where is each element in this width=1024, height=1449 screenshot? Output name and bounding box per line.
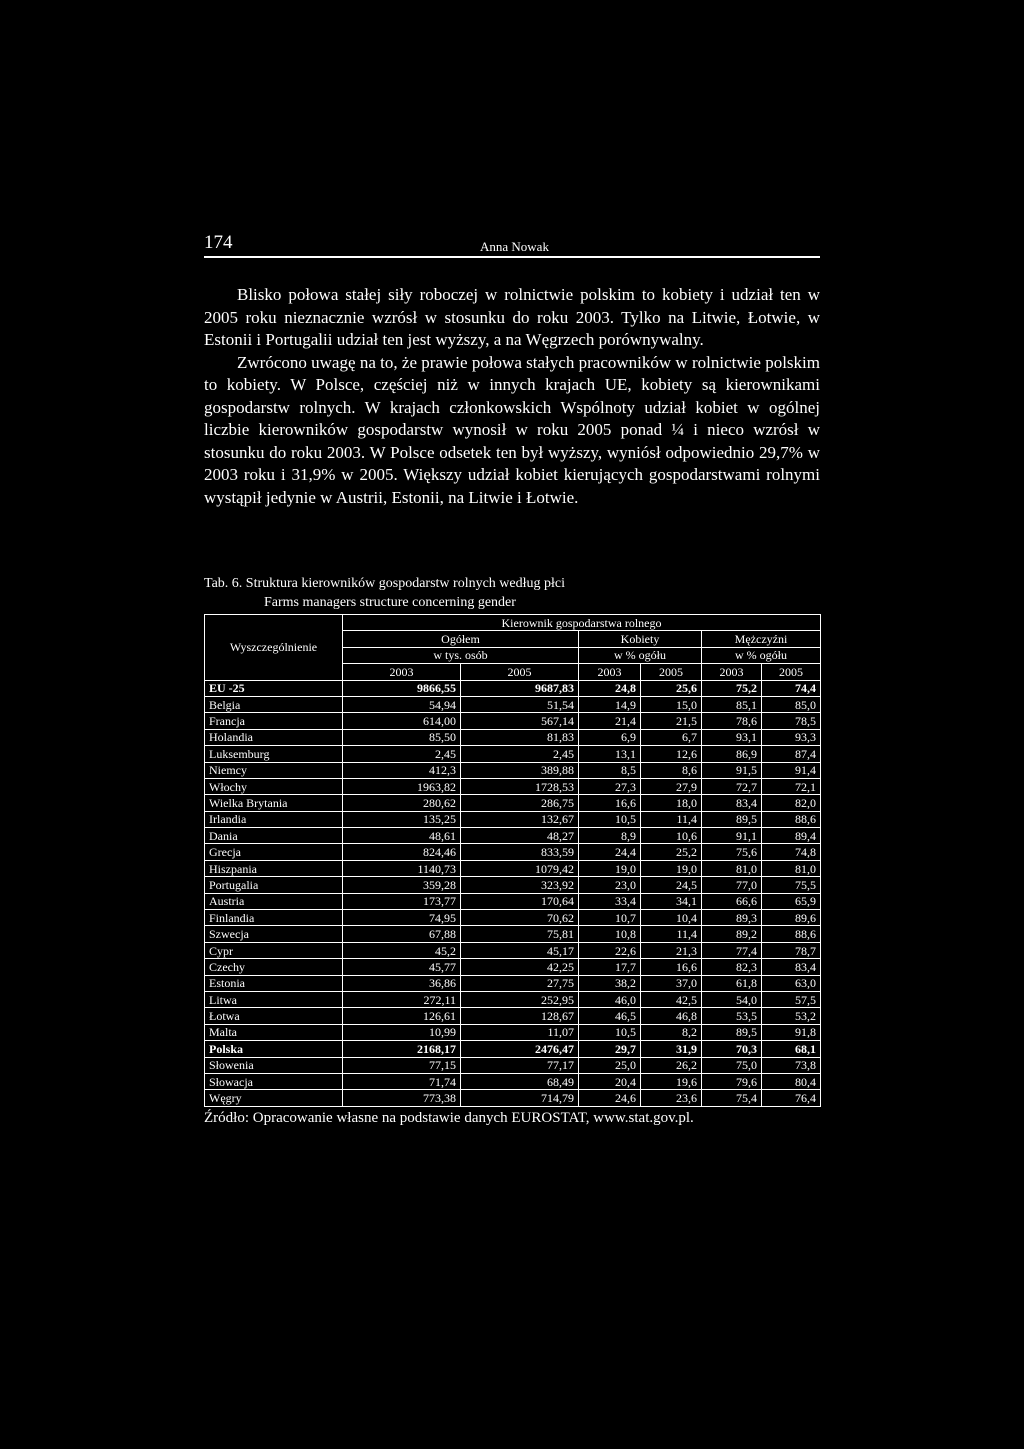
value-cell: 173,77 <box>343 893 461 909</box>
value-cell: 170,64 <box>461 893 579 909</box>
country-cell: Litwa <box>205 991 343 1007</box>
value-cell: 11,4 <box>641 811 702 827</box>
value-cell: 22,6 <box>579 942 641 958</box>
value-cell: 89,5 <box>702 1024 762 1040</box>
value-cell: 17,7 <box>579 959 641 975</box>
value-cell: 53,5 <box>702 1008 762 1024</box>
table-row <box>205 975 821 991</box>
value-cell: 24,4 <box>579 844 641 860</box>
value-cell: 80,4 <box>762 1073 821 1089</box>
value-cell: 19,0 <box>579 860 641 876</box>
table-row <box>205 729 821 745</box>
value-cell: 37,0 <box>641 975 702 991</box>
table-row <box>205 910 821 926</box>
value-cell: 11,07 <box>461 1024 579 1040</box>
country-cell: Słowacja <box>205 1073 343 1089</box>
country-cell: Irlandia <box>205 811 343 827</box>
value-cell: 76,4 <box>762 1090 821 1106</box>
table-caption <box>204 574 565 612</box>
country-cell: Holandia <box>205 729 343 745</box>
value-cell: 27,75 <box>461 975 579 991</box>
value-cell: 67,88 <box>343 926 461 942</box>
value-cell: 25,6 <box>641 680 702 696</box>
value-cell: 389,88 <box>461 762 579 778</box>
value-cell: 42,5 <box>641 991 702 1007</box>
year-header: 2003 <box>343 664 461 680</box>
country-cell: Polska <box>205 1041 343 1057</box>
value-cell: 75,0 <box>702 1057 762 1073</box>
value-cell: 83,4 <box>762 959 821 975</box>
value-cell: 89,6 <box>762 910 821 926</box>
value-cell: 13,1 <box>579 746 641 762</box>
value-cell: 83,4 <box>702 795 762 811</box>
value-cell: 19,6 <box>641 1073 702 1089</box>
value-cell: 88,6 <box>762 926 821 942</box>
value-cell: 272,11 <box>343 991 461 1007</box>
value-cell: 75,2 <box>702 680 762 696</box>
value-cell: 23,0 <box>579 877 641 893</box>
value-cell: 70,3 <box>702 1041 762 1057</box>
value-cell: 89,5 <box>702 811 762 827</box>
table-row <box>205 926 821 942</box>
body-text <box>204 284 820 509</box>
country-cell: Grecja <box>205 844 343 860</box>
value-cell: 88,6 <box>762 811 821 827</box>
table-body <box>205 680 821 1106</box>
value-cell: 614,00 <box>343 713 461 729</box>
value-cell: 66,6 <box>702 893 762 909</box>
value-cell: 14,9 <box>579 696 641 712</box>
table-row <box>205 844 821 860</box>
value-cell: 75,6 <box>702 844 762 860</box>
value-cell: 21,3 <box>641 942 702 958</box>
table-row <box>205 1073 821 1089</box>
source-note: Źródło: Opracowanie własne na podstawie danych EUROSTAT, www.stat.gov.pl. <box>204 1110 694 1126</box>
value-cell: 16,6 <box>641 959 702 975</box>
year-header: 2005 <box>461 664 579 680</box>
value-cell: 19,0 <box>641 860 702 876</box>
value-cell: 81,0 <box>762 860 821 876</box>
value-cell: 16,6 <box>579 795 641 811</box>
value-cell: 359,28 <box>343 877 461 893</box>
value-cell: 65,9 <box>762 893 821 909</box>
value-cell: 26,2 <box>641 1057 702 1073</box>
value-cell: 10,5 <box>579 811 641 827</box>
data-table <box>204 614 821 1107</box>
value-cell: 89,2 <box>702 926 762 942</box>
value-cell: 8,9 <box>579 828 641 844</box>
value-cell: 75,5 <box>762 877 821 893</box>
value-cell: 2,45 <box>343 746 461 762</box>
paragraph: Zwrócono uwagę na to, że prawie połowa stałych pracowników w rolnictwie polskim to kobiety. W Polsce, częściej niż w innych krajach UE, kobiety są kierownikami gospodarstw rolnych. W krajach członkowskich Wspólnoty udział kobiet w ogólnej liczbie kierowników gospodarstw wynosił w roku 2005 ponad ¼ i nieco wzrósł w stosunku do roku 2003. W Polsce odsetek ten był wyższy, wyniósł odpowiednio 29,7% w 2003 roku i 31,9% w 2005. Większy udział kobiet kierujących gospodarstwami rolnymi wystąpił jedynie w Austrii, Estonii, na Litwie i Łotwie. <box>204 352 820 507</box>
value-cell: 10,8 <box>579 926 641 942</box>
value-cell: 714,79 <box>461 1090 579 1106</box>
value-cell: 286,75 <box>461 795 579 811</box>
value-cell: 42,25 <box>461 959 579 975</box>
country-cell: Malta <box>205 1024 343 1040</box>
country-cell: Węgry <box>205 1090 343 1106</box>
value-cell: 25,0 <box>579 1057 641 1073</box>
running-head: Anna Nowak <box>480 239 549 254</box>
table-row <box>205 959 821 975</box>
value-cell: 81,83 <box>461 729 579 745</box>
value-cell: 135,25 <box>343 811 461 827</box>
value-cell: 73,8 <box>762 1057 821 1073</box>
country-cell: Czechy <box>205 959 343 975</box>
unit-header: w % ogółu <box>702 647 821 663</box>
value-cell: 89,3 <box>702 910 762 926</box>
value-cell: 31,9 <box>641 1041 702 1057</box>
value-cell: 54,0 <box>702 991 762 1007</box>
paragraph: Blisko połowa stałej siły roboczej w rolnictwie polskim to kobiety i udział ten w 2005 roku nieznacznie wzrósł w stosunku do roku 2003. Tylko na Litwie, Łotwie, w Estonii i Portugalii udział ten jest wyższy, a na Węgrzech porównywalny. <box>204 285 820 349</box>
value-cell: 75,4 <box>702 1090 762 1106</box>
value-cell: 8,6 <box>641 762 702 778</box>
value-cell: 63,0 <box>762 975 821 991</box>
value-cell: 33,4 <box>579 893 641 909</box>
table-row <box>205 746 821 762</box>
subgroup-header: Ogółem <box>343 631 579 647</box>
value-cell: 51,54 <box>461 696 579 712</box>
value-cell: 46,8 <box>641 1008 702 1024</box>
subgroup-header: Mężczyźni <box>702 631 821 647</box>
value-cell: 45,2 <box>343 942 461 958</box>
value-cell: 72,7 <box>702 778 762 794</box>
value-cell: 78,5 <box>762 713 821 729</box>
year-header: 2003 <box>579 664 641 680</box>
value-cell: 9866,55 <box>343 680 461 696</box>
value-cell: 46,0 <box>579 991 641 1007</box>
value-cell: 72,1 <box>762 778 821 794</box>
value-cell: 77,17 <box>461 1057 579 1073</box>
table-row <box>205 778 821 794</box>
row-header: Wyszczególnienie <box>205 615 343 681</box>
value-cell: 8,2 <box>641 1024 702 1040</box>
table-row <box>205 762 821 778</box>
value-cell: 11,4 <box>641 926 702 942</box>
value-cell: 45,77 <box>343 959 461 975</box>
value-cell: 93,1 <box>702 729 762 745</box>
country-cell: Belgia <box>205 696 343 712</box>
value-cell: 85,0 <box>762 696 821 712</box>
value-cell: 29,7 <box>579 1041 641 1057</box>
value-cell: 21,4 <box>579 713 641 729</box>
country-cell: Portugalia <box>205 877 343 893</box>
table-subtitle: Farms managers structure concerning gender <box>264 595 516 610</box>
table-row <box>205 991 821 1007</box>
country-cell: Finlandia <box>205 910 343 926</box>
country-cell: Wielka Brytania <box>205 795 343 811</box>
value-cell: 128,67 <box>461 1008 579 1024</box>
value-cell: 824,46 <box>343 844 461 860</box>
page-number: 174 <box>204 232 233 253</box>
value-cell: 24,5 <box>641 877 702 893</box>
value-cell: 132,67 <box>461 811 579 827</box>
value-cell: 18,0 <box>641 795 702 811</box>
value-cell: 9687,83 <box>461 680 579 696</box>
table-row <box>205 1057 821 1073</box>
value-cell: 77,4 <box>702 942 762 958</box>
value-cell: 75,81 <box>461 926 579 942</box>
country-cell: Słowenia <box>205 1057 343 1073</box>
country-cell: Luksemburg <box>205 746 343 762</box>
table-row <box>205 1090 821 1106</box>
value-cell: 27,9 <box>641 778 702 794</box>
value-cell: 36,86 <box>343 975 461 991</box>
value-cell: 27,3 <box>579 778 641 794</box>
value-cell: 6,9 <box>579 729 641 745</box>
country-cell: Estonia <box>205 975 343 991</box>
country-cell: Łotwa <box>205 1008 343 1024</box>
value-cell: 45,17 <box>461 942 579 958</box>
country-cell: Szwecja <box>205 926 343 942</box>
value-cell: 2476,47 <box>461 1041 579 1057</box>
table-row <box>205 860 821 876</box>
table-row <box>205 1008 821 1024</box>
value-cell: 20,4 <box>579 1073 641 1089</box>
value-cell: 48,27 <box>461 828 579 844</box>
value-cell: 70,62 <box>461 910 579 926</box>
value-cell: 24,8 <box>579 680 641 696</box>
value-cell: 74,4 <box>762 680 821 696</box>
value-cell: 91,5 <box>702 762 762 778</box>
table-row <box>205 893 821 909</box>
country-cell: Francja <box>205 713 343 729</box>
country-cell: Hiszpania <box>205 860 343 876</box>
table-row <box>205 877 821 893</box>
value-cell: 323,92 <box>461 877 579 893</box>
value-cell: 833,59 <box>461 844 579 860</box>
group-header: Kierownik gospodarstwa rolnego <box>343 615 821 631</box>
table-row <box>205 828 821 844</box>
value-cell: 81,0 <box>702 860 762 876</box>
value-cell: 78,7 <box>762 942 821 958</box>
value-cell: 38,2 <box>579 975 641 991</box>
value-cell: 91,8 <box>762 1024 821 1040</box>
value-cell: 46,5 <box>579 1008 641 1024</box>
value-cell: 61,8 <box>702 975 762 991</box>
value-cell: 412,3 <box>343 762 461 778</box>
value-cell: 89,4 <box>762 828 821 844</box>
year-header: 2005 <box>641 664 702 680</box>
value-cell: 10,99 <box>343 1024 461 1040</box>
value-cell: 8,5 <box>579 762 641 778</box>
page-header <box>204 232 820 258</box>
value-cell: 773,38 <box>343 1090 461 1106</box>
value-cell: 57,5 <box>762 991 821 1007</box>
value-cell: 78,6 <box>702 713 762 729</box>
country-cell: Niemcy <box>205 762 343 778</box>
value-cell: 86,9 <box>702 746 762 762</box>
value-cell: 2,45 <box>461 746 579 762</box>
value-cell: 12,6 <box>641 746 702 762</box>
table-row <box>205 680 821 696</box>
value-cell: 10,4 <box>641 910 702 926</box>
table-row <box>205 795 821 811</box>
country-cell: Dania <box>205 828 343 844</box>
value-cell: 10,5 <box>579 1024 641 1040</box>
value-cell: 85,1 <box>702 696 762 712</box>
unit-header: w tys. osób <box>343 647 579 663</box>
value-cell: 252,95 <box>461 991 579 1007</box>
value-cell: 15,0 <box>641 696 702 712</box>
value-cell: 1079,42 <box>461 860 579 876</box>
table-title: Tab. 6. Struktura kierowników gospodarstw rolnych według płci <box>204 576 566 591</box>
country-cell: Austria <box>205 893 343 909</box>
value-cell: 68,1 <box>762 1041 821 1057</box>
country-cell: Cypr <box>205 942 343 958</box>
value-cell: 126,61 <box>343 1008 461 1024</box>
value-cell: 1963,82 <box>343 778 461 794</box>
table-row <box>205 696 821 712</box>
value-cell: 567,14 <box>461 713 579 729</box>
value-cell: 87,4 <box>762 746 821 762</box>
value-cell: 85,50 <box>343 729 461 745</box>
value-cell: 74,8 <box>762 844 821 860</box>
value-cell: 71,74 <box>343 1073 461 1089</box>
year-header: 2003 <box>702 664 762 680</box>
country-cell: Włochy <box>205 778 343 794</box>
table-row <box>205 1041 821 1057</box>
value-cell: 24,6 <box>579 1090 641 1106</box>
table-row <box>205 942 821 958</box>
country-cell: EU -25 <box>205 680 343 696</box>
value-cell: 91,1 <box>702 828 762 844</box>
value-cell: 6,7 <box>641 729 702 745</box>
value-cell: 280,62 <box>343 795 461 811</box>
value-cell: 10,7 <box>579 910 641 926</box>
value-cell: 48,61 <box>343 828 461 844</box>
unit-header: w % ogółu <box>579 647 702 663</box>
value-cell: 77,15 <box>343 1057 461 1073</box>
value-cell: 23,6 <box>641 1090 702 1106</box>
table-row <box>205 811 821 827</box>
value-cell: 34,1 <box>641 893 702 909</box>
value-cell: 54,94 <box>343 696 461 712</box>
value-cell: 82,3 <box>702 959 762 975</box>
value-cell: 1728,53 <box>461 778 579 794</box>
table-row <box>205 1024 821 1040</box>
value-cell: 82,0 <box>762 795 821 811</box>
value-cell: 91,4 <box>762 762 821 778</box>
value-cell: 25,2 <box>641 844 702 860</box>
value-cell: 1140,73 <box>343 860 461 876</box>
value-cell: 79,6 <box>702 1073 762 1089</box>
value-cell: 77,0 <box>702 877 762 893</box>
value-cell: 93,3 <box>762 729 821 745</box>
year-header: 2005 <box>762 664 821 680</box>
value-cell: 74,95 <box>343 910 461 926</box>
table-row <box>205 713 821 729</box>
value-cell: 53,2 <box>762 1008 821 1024</box>
value-cell: 21,5 <box>641 713 702 729</box>
value-cell: 2168,17 <box>343 1041 461 1057</box>
subgroup-header: Kobiety <box>579 631 702 647</box>
value-cell: 10,6 <box>641 828 702 844</box>
value-cell: 68,49 <box>461 1073 579 1089</box>
